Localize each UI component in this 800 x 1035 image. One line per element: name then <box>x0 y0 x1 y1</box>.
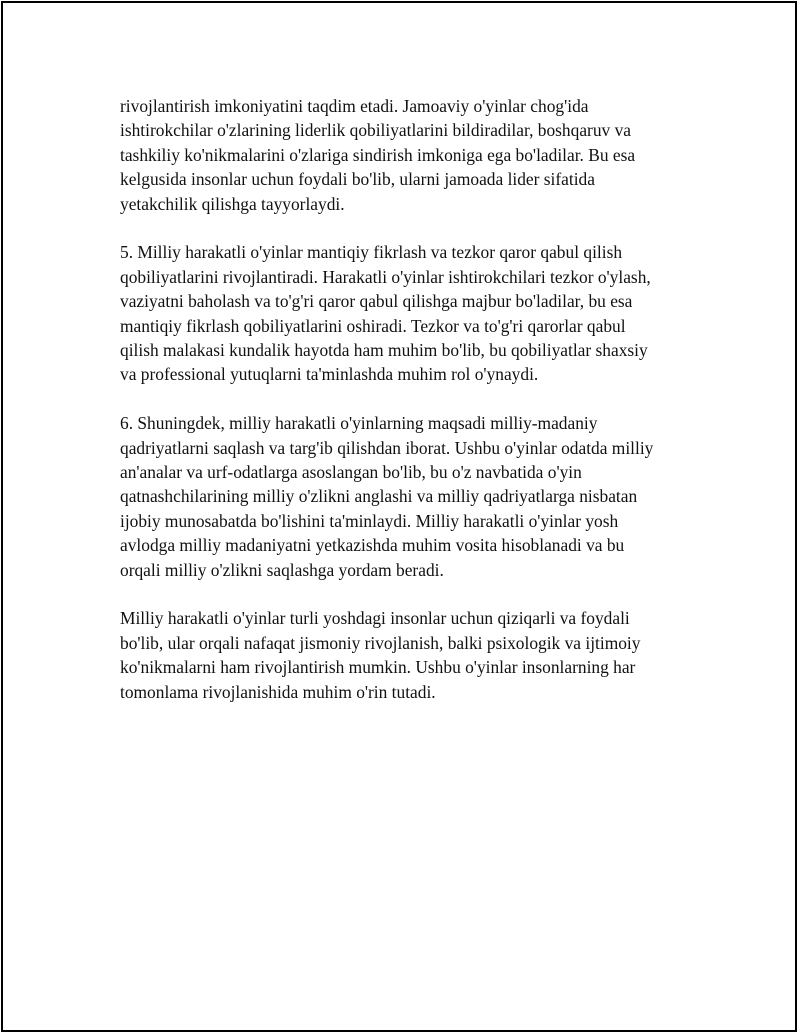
paragraph-1 <box>120 94 690 216</box>
text-line: rivojlantirish imkoniyatini taqdim etadi. Jamoaviy o'yinlar chog'ida <box>120 96 589 116</box>
text-line: ishtirokchilar o'zlarining liderlik qobiliyatlarini bildiradilar, boshqaruv va <box>120 120 631 141</box>
text-line: orqali milliy o'zlikni saqlashga yordam beradi. <box>120 559 444 580</box>
text-line: bo'lib, ular orqali nafaqat jismoniy rivojlanish, balki psixologik va ijtimoiy <box>120 632 641 653</box>
text-line: yetakchilik qilishga tayyorlaydi. <box>120 193 345 214</box>
text-line: qatnashchilarining milliy o'zlikni anglashi va milliy qadriyatlarga nisbatan <box>120 486 638 507</box>
text-line: ijobiy munosabatda bo'lishini ta'minlaydi. Milliy harakatli o'yinlar yosh <box>120 510 619 531</box>
text-line: 6. Shuningdek, milliy harakatli o'yinlarning maqsadi milliy-madaniy <box>120 413 598 434</box>
text-line: qilish malakasi kundalik hayotda ham muhim bo'lib, bu qobiliyatlar shaxsiy <box>120 340 648 361</box>
text-line: qadriyatlarni saqlash va targ'ib qilishdan iborat. Ushbu o'yinlar odatda milliy <box>120 437 654 458</box>
page-frame <box>1 1 797 1032</box>
paragraph-3 <box>120 411 690 582</box>
text-line: 5. Milliy harakatli o'yinlar mantiqiy fikrlash va tezkor qaror qabul qilish <box>120 242 623 263</box>
document-body <box>120 94 690 729</box>
text-line: an'analar va urf-odatlarga asoslangan bo'lib, bu o'z navbatida o'yin <box>120 462 582 483</box>
text-line: tashkiliy ko'nikmalarini o'zlariga sindirish imkoniga ega bo'ladilar. Bu esa <box>120 144 636 165</box>
text-line: vaziyatni baholash va to'g'ri qaror qabul qilishga majbur bo'ladilar, bu esa <box>120 291 633 312</box>
text-line: avlodga milliy madaniyatni yetkazishda muhim vosita hisoblanadi va bu <box>120 535 625 556</box>
paragraph-2 <box>120 240 690 386</box>
text-line: mantiqiy fikrlash qobiliyatlarini oshiradi. Tezkor va to'g'ri qarorlar qabul <box>120 315 626 336</box>
text-line: qobiliyatlarini rivojlantiradi. Harakatli o'yinlar ishtirokchilari tezkor o'ylash, <box>120 266 651 287</box>
text-line: kelgusida insonlar uchun foydali bo'lib, ularni jamoada lider sifatida <box>120 169 595 190</box>
text-line: ko'nikmalarni ham rivojlantirish mumkin. Ushbu o'yinlar insonlarning har <box>120 657 636 678</box>
text-line: Milliy harakatli o'yinlar turli yoshdagi insonlar uchun qiziqarli va foydali <box>120 608 630 629</box>
text-line: va professional yutuqlarni ta'minlashda muhim rol o'ynaydi. <box>120 364 539 385</box>
text-line: tomonlama rivojlanishida muhim o'rin tutadi. <box>120 681 436 702</box>
paragraph-4 <box>120 606 690 704</box>
